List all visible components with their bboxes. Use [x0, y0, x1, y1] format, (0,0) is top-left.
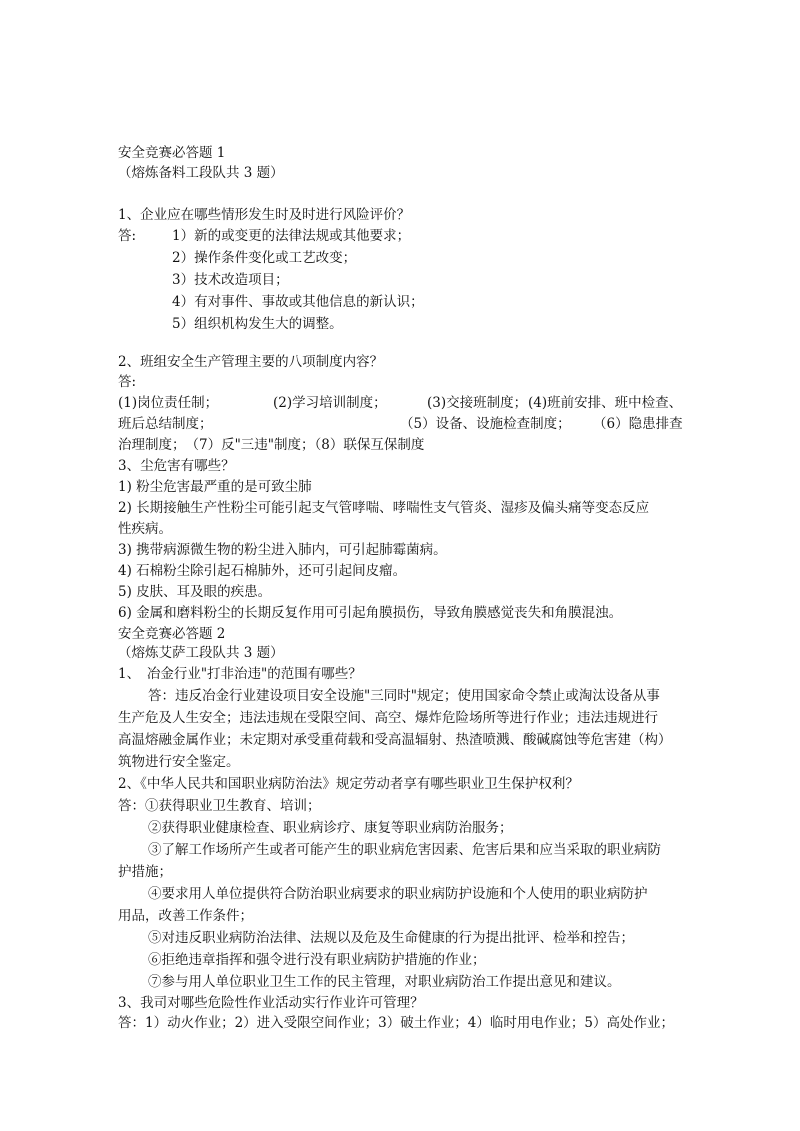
s2-q2-line: ⑥拒绝违章指挥和强令进行没有职业病防护措施的作业；: [148, 952, 486, 968]
section-2-title: 安全竞赛必答题 2: [118, 626, 226, 642]
s1-q3-line: 5) 皮肤、耳及眼的疾患。: [118, 584, 272, 600]
s1-q3-line: 2) 长期接触生产性粉尘可能引起支气管哮喘、哮喘性支气管炎、湿疹及偏头痛等变态反应: [118, 500, 650, 516]
s1-q3-line: 4) 石棉粉尘除引起石棉肺外，还可引起间皮瘤。: [118, 563, 407, 579]
s2-q1-question: 1、 冶金行业"打非治违"的范围有哪些？: [118, 666, 362, 682]
s1-q1-item: 4）有对事件、事故或其他信息的新认识；: [172, 294, 424, 310]
s1-q2-system: (2)学习培训制度；: [273, 395, 387, 411]
s1-q1-item: 3）技术改造项目；: [172, 272, 289, 288]
s1-q2-system: （6）隐患排查: [593, 416, 683, 432]
s1-q3-line: 3) 携带病源微生物的粉尘进入肺内，可引起肺霉菌病。: [118, 542, 447, 558]
s1-q3-question: 3、尘危害有哪些？: [118, 458, 235, 474]
s1-q2-question: 2、班组安全生产管理主要的八项制度内容？: [118, 354, 384, 370]
section-2-team: （熔炼艾萨工段队共 3 题）: [118, 645, 284, 661]
s2-q2-line: ②获得职业健康检查、职业病诊疗、康复等职业病防治服务；: [148, 820, 513, 836]
s1-q2-system: （5）设备、设施检查制度；: [400, 416, 571, 432]
s1-q2-system-line: 治理制度； （7）反"三违"制度；（8）联保互保制度: [118, 437, 425, 453]
s1-q2-system: 班后总结制度；: [118, 416, 213, 432]
s2-q2-line: ⑤对违反职业病防治法律、法规以及危及生命健康的行为提出批评、检举和控告；: [148, 930, 634, 946]
s1-q1-item: 5）组织机构发生大的调整。: [172, 316, 343, 332]
s2-q2-line: ④要求用人单位提供符合防治职业病要求的职业病防护设施和个人使用的职业病防护: [148, 886, 648, 902]
s2-q1-line: 高温熔融金属作业；未定期对承受重荷载和受高温辐射、热渣喷溅、酸碱腐蚀等危害建（构）: [118, 732, 672, 748]
s2-q1-line: 生产危及人生安全；违法违规在受限空间、高空、爆炸危险场所等进行作业；违法违规进行: [118, 710, 658, 726]
s2-q2-line: 用品，改善工作条件；: [118, 908, 253, 924]
s2-q2-line: 答：①获得职业卫生教育、培训；: [118, 798, 321, 814]
s2-q2-line: ③了解工作场所产生或者可能产生的职业病危害因素、危害后果和应当采取的职业病防: [148, 842, 661, 858]
s1-q2-system: (3)交接班制度；: [427, 395, 528, 411]
s1-q3-line: 6) 金属和磨料粉尘的长期反复作用可引起角膜损伤，导致角膜感觉丧失和角膜混浊。: [118, 605, 623, 621]
s1-q3-line: 性疾病。: [118, 521, 172, 537]
s1-q3-line: 1) 粉尘危害最严重的是可致尘肺: [118, 479, 312, 495]
s2-q3-question: 3、我司对哪些危险性作业活动实行作业许可管理？: [118, 995, 424, 1011]
s2-q2-question: 2、《中华人民共和国职业病防治法》规定劳动者享有哪些职业卫生保护权利？: [118, 776, 579, 792]
s2-q3-answer: 答：1）动火作业；2）进入受限空间作业；3）破土作业；4）临时用电作业；5）高处作业；: [118, 1015, 674, 1031]
s1-q1-item: 2）操作条件变化或工艺改变；: [172, 250, 357, 266]
s2-q1-line: 答：违反冶金行业建设项目安全设施"三同时"规定；使用国家命令禁止或淘汰设备从事: [148, 688, 660, 704]
s2-q2-line: ⑦参与用人单位职业卫生工作的民主管理，对职业病防治工作提出意见和建议。: [148, 974, 621, 990]
s1-q2-system: (4)班前安排、班中检查、: [528, 395, 683, 411]
s1-q1-question: 1、企业应在哪些情形发生时及时进行风险评价？: [118, 207, 411, 223]
s1-q2-system: (1)岗位责任制；: [118, 395, 219, 411]
s1-q1-answer-label: 答:: [118, 228, 137, 244]
section-1-team: （熔炼备料工段队共 3 题）: [118, 165, 284, 181]
s1-q1-item: 1）新的或变更的法律法规或其他要求；: [172, 228, 411, 244]
s1-q2-answer-label: 答:: [118, 374, 137, 390]
s2-q2-line: 护措施；: [118, 864, 172, 880]
section-1-title: 安全竞赛必答题 1: [118, 145, 226, 161]
s2-q1-line: 筑物进行安全鉴定。: [118, 754, 240, 770]
